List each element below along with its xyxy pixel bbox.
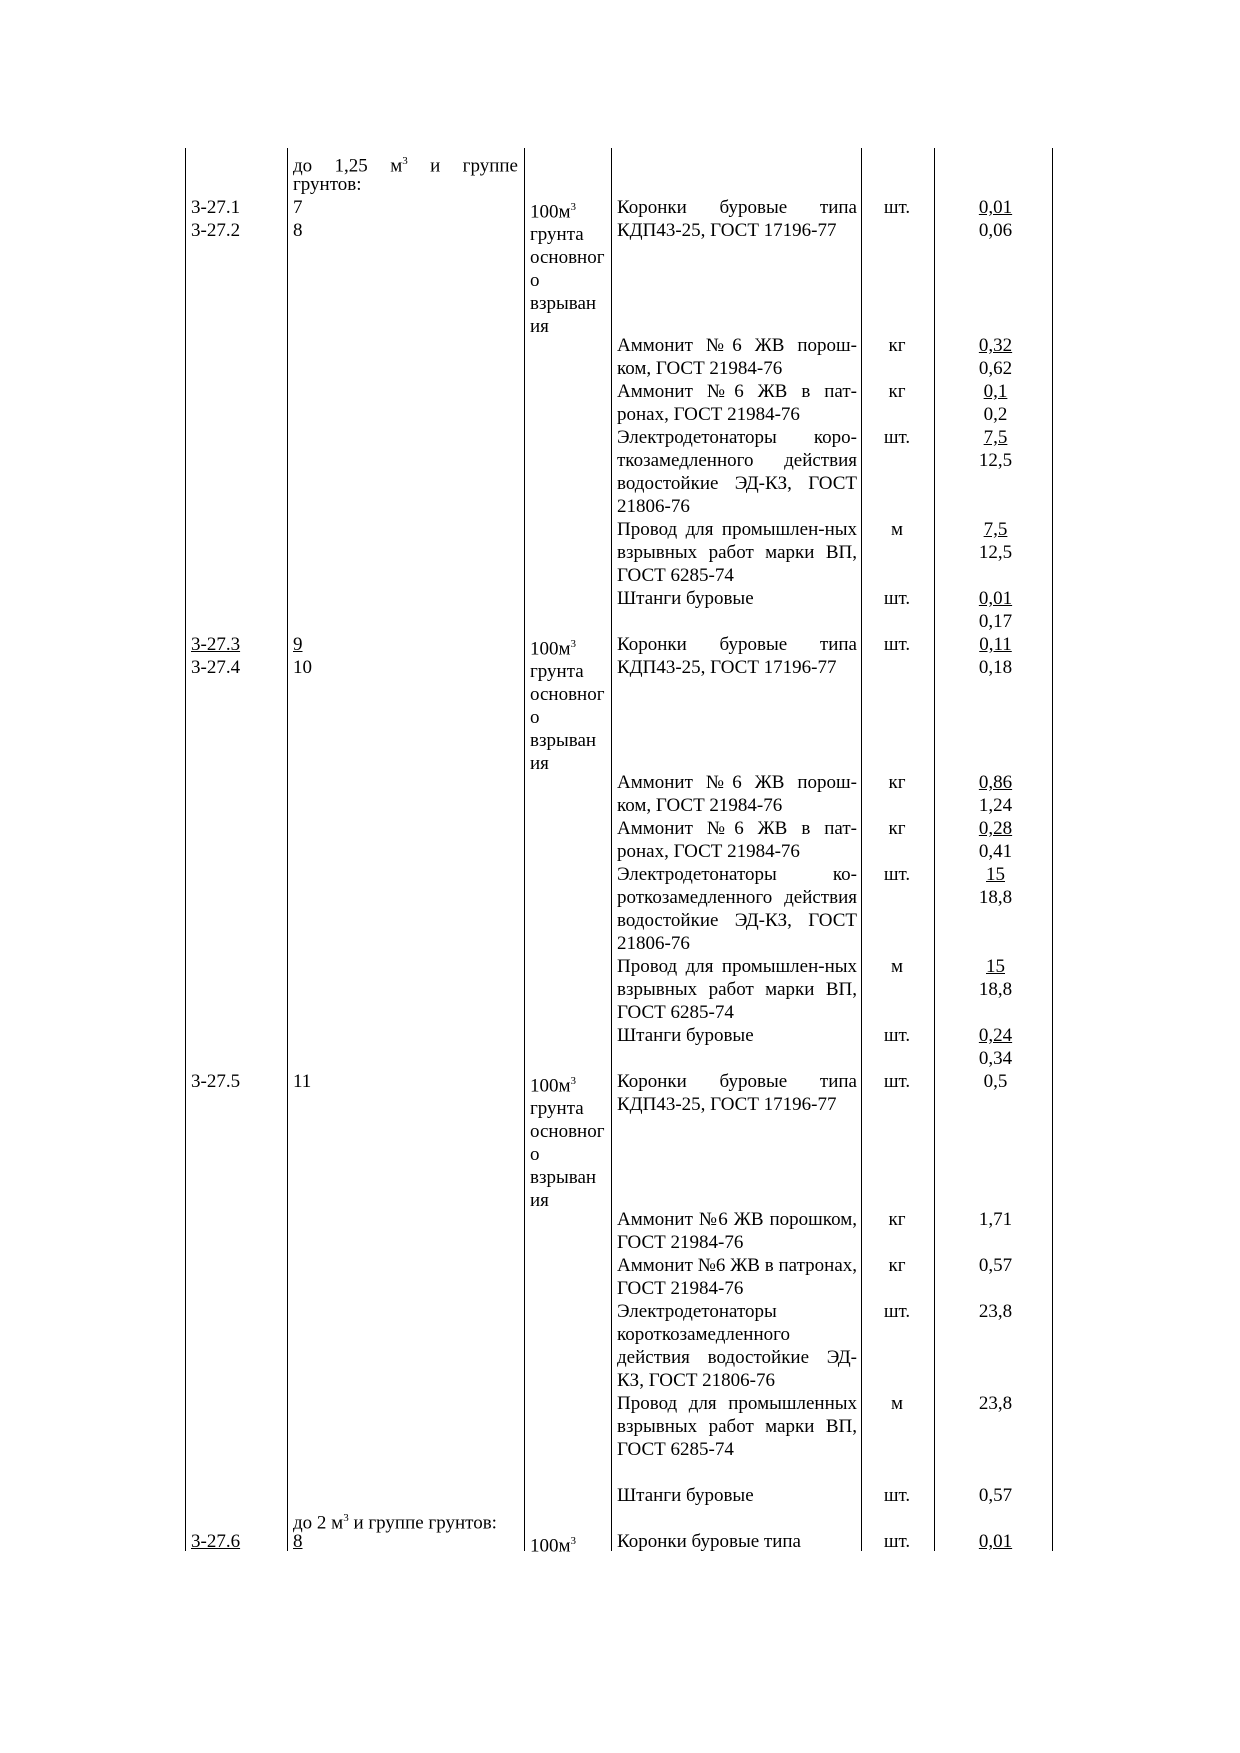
resource-value-1: 0,28 <box>978 818 1013 839</box>
resource-name: Коронки буровые типа КДП43-25, ГОСТ 17196-77 <box>617 634 857 678</box>
resource-name: Электродетонаторы короткозамедленного действия водостойкие ЭД-КЗ, ГОСТ 21806-76 <box>617 1301 857 1391</box>
resource-value-1: 0,32 <box>978 335 1013 356</box>
resource-value-1: 0,1 <box>983 381 1008 402</box>
resource-value-1: 0,86 <box>978 772 1013 793</box>
resource-value-1: 15 <box>986 956 1005 977</box>
resource-name: Коронки буровые типа КДП43-25, ГОСТ 17196-77 <box>617 197 857 241</box>
table-border-left <box>185 148 186 1551</box>
resource-value-1: 7,5 <box>983 427 1008 448</box>
resource-value-2: 1,24 <box>978 795 1013 816</box>
resource-value-1: 0,24 <box>978 1025 1013 1046</box>
column-divider-1 <box>287 148 288 1551</box>
unit-of-measure: $100м^3$ грунта основног о взрыван ия <box>530 1075 605 1212</box>
resource-unit: кг <box>888 1255 906 1276</box>
resource-unit: шт. <box>883 427 911 448</box>
unit-of-measure: $100м^3$ грунта основног о взрыван ия <box>530 201 605 338</box>
resource-value-2: 12,5 <box>978 542 1013 563</box>
resource-name: Провод для промышленных взрывных работ марки ВП, ГОСТ 6285-74 <box>617 1393 857 1460</box>
resource-name: Штанги буровые <box>617 588 754 609</box>
resource-unit: шт. <box>883 197 911 218</box>
resource-unit: шт. <box>883 588 911 609</box>
resource-name: Электродетонаторы ко-роткозамедленного действия водостойкие ЭД-КЗ, ГОСТ 21806-76 <box>617 864 857 954</box>
column-divider-2 <box>524 148 525 1551</box>
group-cell: 8 <box>293 220 303 241</box>
group-cell: 11 <box>293 1071 312 1092</box>
resource-name: Аммонит №6 ЖВ порош-ком, ГОСТ 21984-76 <box>617 335 857 379</box>
resource-name: Аммонит №6 ЖВ в патронах, ГОСТ 21984-76 <box>617 1255 857 1299</box>
resource-value-1: 0,01 <box>978 1531 1013 1552</box>
column-divider-5 <box>934 148 935 1551</box>
resource-unit: м <box>890 1393 904 1414</box>
group-header-line2: грунтов: <box>293 174 362 195</box>
resource-value-2: 12,5 <box>978 450 1013 471</box>
resource-value-2: 0,34 <box>978 1048 1013 1069</box>
resource-value-2: 0,41 <box>978 841 1013 862</box>
code-cell: 3-27.5 <box>191 1071 241 1092</box>
resource-unit: кг <box>888 1209 906 1230</box>
code-cell: 3-27.4 <box>191 657 241 678</box>
resource-value-1: 23,8 <box>978 1301 1013 1322</box>
resource-name: Электродетонаторы коро-ткозамедленного действия водостойкие ЭД-КЗ, ГОСТ 21806-76 <box>617 427 857 517</box>
resource-name: Провод для промышлен-ных взрывных работ марки ВП, ГОСТ 6285-74 <box>617 956 857 1023</box>
resource-value-1: 0,57 <box>978 1255 1013 1276</box>
unit-of-measure: $100м^3$ <box>530 1535 577 1557</box>
group-header: до 2 $м^3$ и группе грунтов: <box>293 1512 497 1534</box>
resource-value-2: 0,06 <box>978 220 1013 241</box>
resource-value-1: 15 <box>986 864 1005 885</box>
resource-value-2: 18,8 <box>978 979 1013 1000</box>
resource-name: Провод для промышлен-ных взрывных работ марки ВП, ГОСТ 6285-74 <box>617 519 857 586</box>
resource-value-1: 0,11 <box>979 634 1012 655</box>
group-cell: 8 <box>293 1531 303 1552</box>
resource-value-2: 18,8 <box>978 887 1013 908</box>
resource-unit: кг <box>888 381 906 402</box>
column-divider-4 <box>861 148 862 1551</box>
group-cell: 9 <box>293 634 303 655</box>
group-cell: 7 <box>293 197 303 218</box>
resource-name: Аммонит №6 ЖВ в пат-ронах, ГОСТ 21984-76 <box>617 818 857 862</box>
resource-unit: шт. <box>883 864 911 885</box>
resource-unit: м <box>890 519 904 540</box>
resource-value-2: 0,17 <box>978 611 1013 632</box>
column-divider-3 <box>611 148 612 1551</box>
unit-of-measure: $100м^3$ грунта основног о взрыван ия <box>530 638 605 775</box>
resource-value-1: 23,8 <box>978 1393 1013 1414</box>
resource-name: Штанги буровые <box>617 1485 754 1506</box>
resource-value-1: 0,57 <box>978 1485 1013 1506</box>
resource-value-2: 0,18 <box>978 657 1013 678</box>
resource-name: Штанги буровые <box>617 1025 754 1046</box>
resource-unit: шт. <box>883 1025 911 1046</box>
resource-unit: шт. <box>883 1301 911 1322</box>
resource-unit: кг <box>888 818 906 839</box>
resource-unit: кг <box>888 335 906 356</box>
code-cell: 3-27.3 <box>191 634 241 655</box>
resource-unit: шт. <box>883 634 911 655</box>
resource-value-1: 0,01 <box>978 588 1013 609</box>
resource-value-2: 0,62 <box>978 358 1013 379</box>
resource-name: Коронки буровые типа <box>617 1531 801 1552</box>
resource-value-1: 7,5 <box>983 519 1008 540</box>
resource-name: Коронки буровые типа КДП43-25, ГОСТ 17196-77 <box>617 1071 857 1115</box>
code-cell: 3-27.2 <box>191 220 241 241</box>
resource-unit: шт. <box>883 1071 911 1092</box>
group-header-line1: до 1,25 $м^3$ и группе <box>293 155 518 177</box>
resource-unit: м <box>890 956 904 977</box>
resource-name: Аммонит №6 ЖВ порош-ком, ГОСТ 21984-76 <box>617 772 857 816</box>
resource-name: Аммонит №6 ЖВ в пат-ронах, ГОСТ 21984-76 <box>617 381 857 425</box>
group-cell: 10 <box>293 657 312 678</box>
resource-unit: кг <box>888 772 906 793</box>
resource-value-1: 0,01 <box>978 197 1013 218</box>
resource-unit: шт. <box>883 1485 911 1506</box>
resource-name: Аммонит №6 ЖВ порошком, ГОСТ 21984-76 <box>617 1209 857 1253</box>
code-cell: 3-27.1 <box>191 197 241 218</box>
resource-value-2: 0,2 <box>983 404 1008 425</box>
resource-unit: шт. <box>883 1531 911 1552</box>
resource-value-1: 0,5 <box>983 1071 1008 1092</box>
code-cell: 3-27.6 <box>191 1531 241 1552</box>
resource-value-1: 1,71 <box>978 1209 1013 1230</box>
